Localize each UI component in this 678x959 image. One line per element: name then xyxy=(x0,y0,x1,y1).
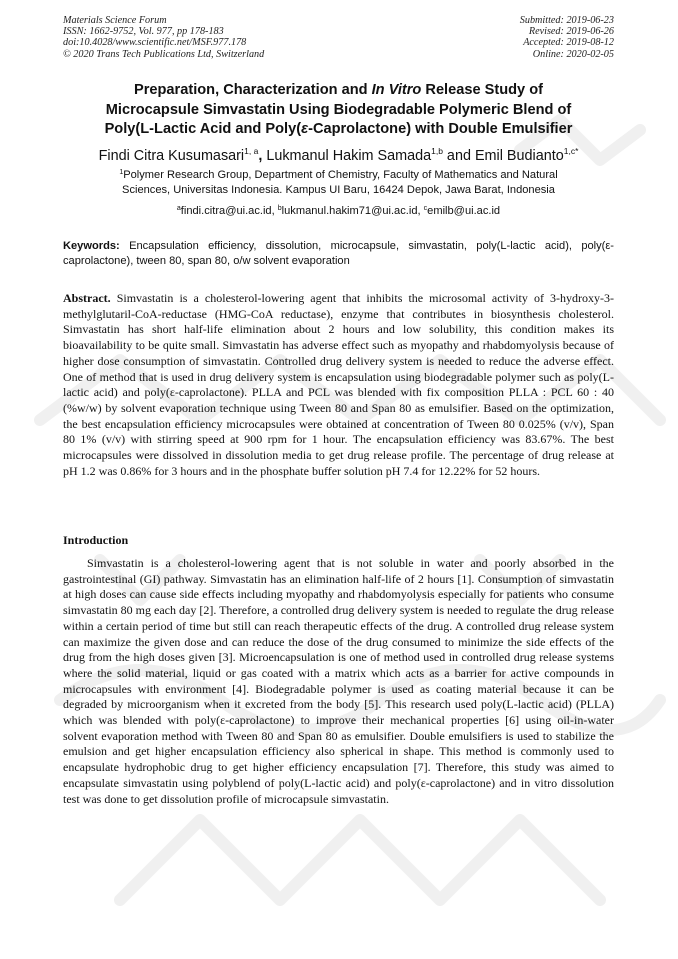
email-b: lukmanul.hakim71@ui.ac.id, xyxy=(281,205,424,217)
abstract-text: Simvastatin is a cholesterol-lowering agent that inhibits the microsomal activity of 3-hydroxy-3-methylglutaril-CoA-reductase (HMG-CoA reductase), enzyme that contributes in biosynthesis cholesterol. Simvastatin has short half-life elimination about 2 hours and low solubility, this condition makes its bioavailability to be quite small. Simvastatin has adverse effect such as myopathy and rhabdomyolysis because of higher dose consumption of simvastatin. Controlled drug delivery system is needed to reduce the adverse effect. One of method that is used in drug delivery system is encapsulation using biodegradable polymer such as poly(L-lactic acid) and poly(ε-caprolactone). PLLA and PCL was blended with fix composition PLLA : PCL 60 : 40 (%w/w) by solvent evaporation technique using Tween 80 and Span 80 as emulsifier. Based on the optimization, the best encapsulation efficiency microcapsules were obtained at concentration of Tween 80 0.025% (v/v), Span 80 1% (v/v) with stirring speed at 900 rpm for 1 hour. The encapsulation efficiency was 83.67%. The best microcapsules were dissolved in dissolution media to get drug release profile. The percentage of drug release at pH 1.2 was 0.86% for 3 hours and in the phosphate buffer solution pH 7.4 for 12.22% for 52 hours. xyxy=(63,291,614,478)
author-list: Findi Citra Kusumasari$^{1, a}$, Lukmanul Hakim Samada$^{1,b}$ and Emil Budianto$^{1,c*}$ xyxy=(98,146,579,164)
abstract-label: Abstract. xyxy=(63,291,111,305)
abstract xyxy=(63,291,614,479)
journal-doi: doi:10.4028/www.scientific.net/MSF.977.178 xyxy=(63,37,247,49)
author-2: Lukmanul Hakim Samada xyxy=(266,148,432,164)
keywords-label: Keywords: xyxy=(63,240,120,252)
paper-title xyxy=(63,81,614,140)
journal-issn: ISSN: 1662-9752, Vol. 977, pp 178-183 xyxy=(63,26,224,38)
author-1: Findi Citra Kusumasari xyxy=(98,148,245,164)
email-c: emilb@ui.ac.id xyxy=(427,205,501,217)
date-submitted: Submitted: 2019-06-23 xyxy=(519,15,614,26)
title-line-1: Preparation, Characterization and In Vitro Release Study of xyxy=(133,82,543,98)
title-line-3: Poly(L-Lactic Acid and Poly(ε-Caprolactone) with Double Emulsifier xyxy=(104,121,573,137)
journal-info xyxy=(63,15,264,60)
email-a: findi.citra@ui.ac.id, xyxy=(180,205,278,217)
journal-copyright: © 2020 Trans Tech Publications Ltd, Switzerland xyxy=(63,48,265,60)
introduction-paragraph: Simvastatin is a cholesterol-lowering agent that is not soluble in water and poorly absorbed in the gastrointestinal (GI) pathway. Simvastatin has an elimination half-life of 2 hours [1]. Consumption of simvastatin at high doses can cause side effects including myopathy and rhabdomyolysis especially for patients who consume simvastatin 80 mg each day [2]. Therefore, a controlled drug delivery system is needed to regulate the drug release within a certain period of time but still can reach therapeutic effects of the drug. A controlled drug release system can maximize the given dose and can reduce the dose of the drug consumed to minimize the side effects of the drug from the high doses given [3]. Microencapsulation is one of method used in controlled drug release systems where the solid material, liquid or gas coated with a matrix which acts as a barrier for active compounds in microcapsules with environment [4]. Biodegradable polymer is used as coating material because it can be degraded by microorganism when it excreted from the body [5]. This research used poly(L-lactic acid) (PLLA) which was blended with poly(ε-caprolactone) to improve their mechanical properties [6] using oil-in-water solvent evaporation method with Tween 80 and Span 80 as emulsifier. Double emulsifiers is used to stabilize the emulsion and get higher encapsulation efficiency also spherical in shape. This method is commonly used to encapsulate hydrophobic drug to get higher efficiency encapsulation [7]. Therefore, this study was aimed to encapsulate simvastatin using polyblend of poly(L-lactic acid) and poly(ε-caprolactone) and in vitro dissolution test was done to get dissolution profile of microcapsule simvastatin. xyxy=(63,556,614,806)
date-revised: Revised: 2019-06-26 xyxy=(528,26,614,38)
keywords-text: Encapsulation efficiency, dissolution, microcapsule, simvastatin, poly(L-lactic acid), poly(ε-caprolactone), tween 80, span 80, o/w solvent evaporation xyxy=(63,240,614,268)
author-emails: $^a$findi.citra@ui.ac.id, $^b$lukmanul.hakim71@ui.ac.id, $^c$emilb@ui.ac.id xyxy=(176,205,501,217)
affiliation: $^1$Polymer Research Group, Department of Chemistry, Faculty of Mathematics and Natural Sciences, Universitas Indonesia. Kampus UI Baru, 16424 Depok, Jawa Barat, Indonesia xyxy=(119,169,558,196)
title-line-2: Microcapsule Simvastatin Using Biodegradable Polymeric Blend of xyxy=(105,101,572,118)
author-3: Emil Budianto xyxy=(474,148,564,164)
journal-name: Materials Science Forum xyxy=(63,15,167,26)
keywords xyxy=(63,239,614,269)
date-online: Online: 2020-02-05 xyxy=(532,48,614,60)
section-heading-introduction: Introduction xyxy=(63,533,129,547)
date-accepted: Accepted: 2019-08-12 xyxy=(523,37,614,49)
publication-dates xyxy=(520,15,614,60)
